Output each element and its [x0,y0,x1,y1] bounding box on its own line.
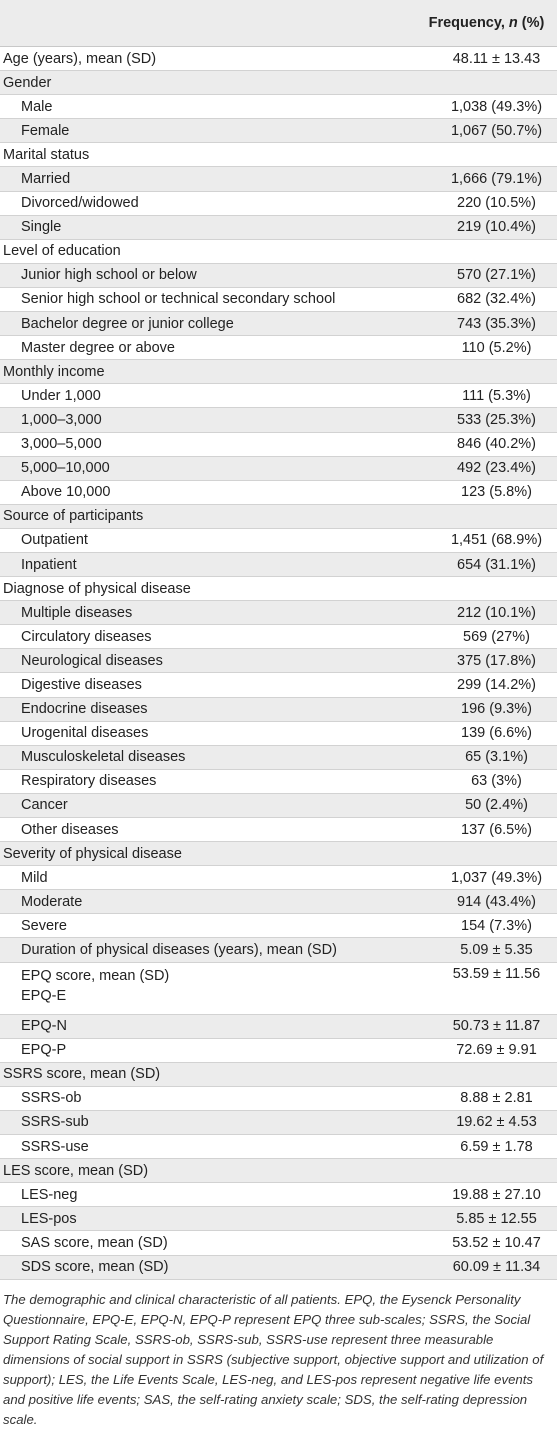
row-label-text: SSRS-ob [21,1090,82,1107]
row-value: 1,037 (49.3%) [396,866,557,890]
row-value [396,71,557,95]
header-frequency-column [396,0,557,47]
row-label-text: Outpatient [21,532,88,549]
row-label [0,649,396,673]
table-row [0,1207,557,1231]
row-value: 19.62 ± 4.53 [396,1110,557,1134]
table-row [0,842,557,866]
row-value [396,360,557,384]
row-label-text: Inpatient [21,556,77,573]
row-label [0,215,396,239]
table-row [0,1086,557,1110]
table-row [0,191,557,215]
header-frequency-suffix: (%) [517,15,545,31]
row-label [0,938,396,962]
row-label [0,601,396,625]
row-label [0,793,396,817]
row-label-text: EPQ-P [21,1042,67,1059]
row-value: 137 (6.5%) [396,818,557,842]
row-label [0,312,396,336]
row-value: 8.88 ± 2.81 [396,1086,557,1110]
row-value: 212 (10.1%) [396,601,557,625]
row-label [0,1231,396,1255]
table-body [0,47,557,1280]
row-label-text: Age (years), mean (SD) [3,50,157,67]
table-row [0,528,557,552]
row-label-text: Junior high school or below [21,267,197,284]
row-label [0,191,396,215]
table-row [0,769,557,793]
row-label-text: Married [21,171,71,188]
table-row [0,552,557,576]
row-value: 1,038 (49.3%) [396,95,557,119]
row-value: 63 (3%) [396,769,557,793]
row-label-text: SSRS score, mean (SD) [3,1066,161,1083]
table-row [0,938,557,962]
row-label [0,287,396,311]
row-label-text: Divorced/widowed [21,195,139,212]
row-label [0,504,396,528]
row-label-text: Mild [21,869,48,886]
row-value: 220 (10.5%) [396,191,557,215]
row-value: 19.88 ± 27.10 [396,1183,557,1207]
row-value: 110 (5.2%) [396,336,557,360]
row-value: 53.59 ± 11.56 [396,962,557,1014]
row-label [0,1255,396,1279]
table-row [0,625,557,649]
row-label-text: Marital status [3,146,90,163]
table-row [0,167,557,191]
table-row [0,287,557,311]
table-row [0,673,557,697]
row-value: 48.11 ± 13.43 [396,47,557,71]
header-label-column [0,0,396,47]
table-row [0,95,557,119]
row-label [0,721,396,745]
row-label-text: Digestive diseases [21,676,142,693]
row-value [396,1159,557,1183]
row-value [396,842,557,866]
row-value: 111 (5.3%) [396,384,557,408]
row-label-text: Other diseases [21,821,119,838]
row-value: 570 (27.1%) [396,263,557,287]
table-row [0,1255,557,1279]
row-label-text: Endocrine diseases [21,701,148,718]
table-row [0,745,557,769]
table-row [0,914,557,938]
row-label [0,143,396,167]
row-label [0,962,396,1014]
row-value: 6.59 ± 1.78 [396,1135,557,1159]
table-row [0,962,557,1014]
row-label [0,432,396,456]
row-label-text: Severe [21,917,67,934]
row-value: 5.09 ± 5.35 [396,938,557,962]
row-label-text: Monthly income [3,363,105,380]
row-label [0,1135,396,1159]
row-label-text: LES score, mean (SD) [3,1162,149,1179]
row-value [396,504,557,528]
table-row [0,1014,557,1038]
row-label [0,1062,396,1086]
row-value: 654 (31.1%) [396,552,557,576]
table-row [0,384,557,408]
row-label [0,745,396,769]
row-label-text: Cancer [21,797,68,814]
row-label-text: Severity of physical disease [3,845,182,862]
table-footnote: The demographic and clinical characteristic of all patients. EPQ, the Eysenck Personality Questionnaire, EPQ-E, EPQ-N, EPQ-P represent EPQ three sub-scales; SSRS, the Social Support Rating Scale, SSRS-ob, SSRS-sub, SSRS-use represent three measurable dimensions of social support in SSRS (subjective support, objective support and utilization of support); LES, the Life Events Scale, LES-neg, and LES-pos represent negative life events and positive life events; SAS, the self-rating anxiety scale; SDS, the self-rating depression scale. [3,1291,544,1427]
row-label-text: Moderate [21,893,83,910]
row-label [0,528,396,552]
row-label-text: Diagnose of physical disease [3,580,191,597]
row-value [396,239,557,263]
row-label [0,1183,396,1207]
row-label [0,697,396,721]
row-label [0,552,396,576]
row-label-text: Source of participants [3,508,144,525]
table-row [0,504,557,528]
table-row [0,215,557,239]
row-value: 1,666 (79.1%) [396,167,557,191]
row-value: 196 (9.3%) [396,697,557,721]
row-value: 743 (35.3%) [396,312,557,336]
row-value: 375 (17.8%) [396,649,557,673]
row-value: 139 (6.6%) [396,721,557,745]
row-value: 123 (5.8%) [396,480,557,504]
row-label-text: EPQ-N [21,1018,67,1035]
table-row [0,1159,557,1183]
table-row [0,866,557,890]
row-label-text: Multiple diseases [21,604,133,621]
row-label [0,1110,396,1134]
table-header [0,0,557,47]
row-value: 154 (7.3%) [396,914,557,938]
table-row [0,263,557,287]
row-label-text: Bachelor degree or junior college [21,315,234,332]
row-label [0,47,396,71]
table-row [0,649,557,673]
table-row [0,577,557,601]
row-label [0,1207,396,1231]
row-label [0,263,396,287]
row-value: 533 (25.3%) [396,408,557,432]
row-label-text: LES-neg [21,1186,78,1203]
row-value [396,143,557,167]
row-label-text: Duration of physical diseases (years), mean (SD) [21,942,337,959]
header-frequency-n: n [508,15,518,31]
table-row [0,239,557,263]
row-label-text: Gender [3,74,52,91]
row-label [0,890,396,914]
row-label-text: Female [21,122,70,139]
row-value: 60.09 ± 11.34 [396,1255,557,1279]
row-value: 50.73 ± 11.87 [396,1014,557,1038]
row-value: 219 (10.4%) [396,215,557,239]
row-value: 299 (14.2%) [396,673,557,697]
row-label-text: Respiratory diseases [21,773,157,790]
table-row [0,818,557,842]
table-row [0,1231,557,1255]
row-label-text: Male [21,98,53,115]
row-label-text: EPQ score, mean (SD) [21,967,170,984]
row-label [0,119,396,143]
row-label [0,577,396,601]
table-row [0,408,557,432]
table-row [0,1135,557,1159]
row-label-text: Under 1,000 [21,387,101,404]
table-row [0,143,557,167]
row-label-text: Above 10,000 [21,484,111,501]
header-frequency-prefix: Frequency, [428,15,509,31]
row-value: 65 (3.1%) [396,745,557,769]
row-value: 914 (43.4%) [396,890,557,914]
row-label-text: Musculoskeletal diseases [21,749,186,766]
row-label [0,384,396,408]
table-row [0,71,557,95]
row-label-text: Senior high school or technical secondary school [21,291,336,308]
row-value: 5.85 ± 12.55 [396,1207,557,1231]
row-label [0,167,396,191]
table-row [0,1062,557,1086]
row-label [0,842,396,866]
row-value: 1,067 (50.7%) [396,119,557,143]
row-label-text: 1,000–3,000 [21,411,102,428]
row-value: 1,451 (68.9%) [396,528,557,552]
row-label [0,818,396,842]
row-value: 492 (23.4%) [396,456,557,480]
row-label-text: 5,000–10,000 [21,460,110,477]
row-label [0,1014,396,1038]
row-label-text: SAS score, mean (SD) [21,1234,168,1251]
row-value [396,1062,557,1086]
row-label-text: Single [21,219,62,236]
table-row [0,480,557,504]
row-label-text: Neurological diseases [21,652,163,669]
table-row [0,336,557,360]
row-value [396,577,557,601]
row-label [0,1159,396,1183]
table-row [0,456,557,480]
row-value: 846 (40.2%) [396,432,557,456]
table-row [0,47,557,71]
row-value: 53.52 ± 10.47 [396,1231,557,1255]
row-label-text: SSRS-sub [21,1114,89,1131]
table-row [0,721,557,745]
table-row [0,312,557,336]
row-label [0,456,396,480]
row-label [0,480,396,504]
row-label [0,625,396,649]
row-label-text: SSRS-use [21,1138,89,1155]
table-row [0,119,557,143]
row-value: 50 (2.4%) [396,793,557,817]
table-row [0,1183,557,1207]
row-label-text: Master degree or above [21,339,175,356]
row-value: 569 (27%) [396,625,557,649]
row-label-text: Level of education [3,243,121,260]
row-label-text: Urogenital diseases [21,725,149,742]
row-label [0,769,396,793]
row-label [0,360,396,384]
row-label [0,673,396,697]
row-value: 72.69 ± 9.91 [396,1038,557,1062]
row-label-text: LES-pos [21,1210,77,1227]
table-row [0,432,557,456]
table-row [0,793,557,817]
row-label [0,336,396,360]
row-label-text: 3,000–5,000 [21,436,102,453]
row-label-text: SDS score, mean (SD) [21,1259,169,1276]
row-value: 682 (32.4%) [396,287,557,311]
table-row [0,1038,557,1062]
row-label [0,1038,396,1062]
row-label [0,71,396,95]
table-row [0,697,557,721]
row-label [0,914,396,938]
header-row [0,0,557,47]
row-label [0,866,396,890]
row-label [0,1086,396,1110]
row-label [0,408,396,432]
table-row [0,601,557,625]
table-row [0,890,557,914]
table-row [0,360,557,384]
row-label-text: Circulatory diseases [21,628,152,645]
row-label [0,239,396,263]
table-row [0,1110,557,1134]
row-sublabel-text: EPQ-E [21,987,67,1004]
row-label [0,95,396,119]
